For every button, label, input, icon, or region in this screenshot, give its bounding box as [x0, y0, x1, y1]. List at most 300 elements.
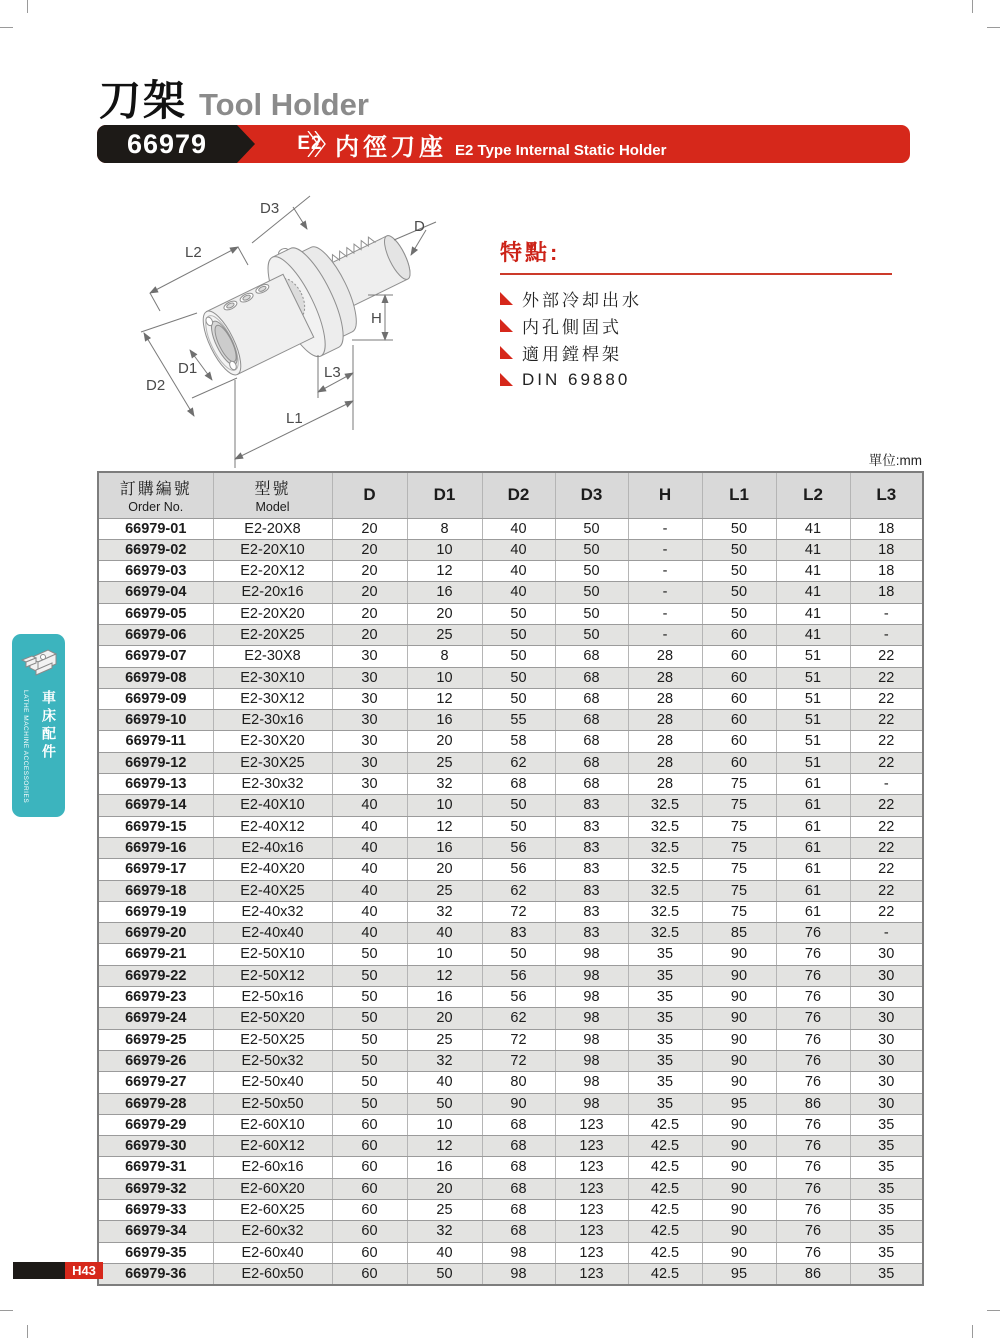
banner-title-zh: 内徑刀座	[335, 133, 447, 161]
dim-cell: 90	[702, 1114, 776, 1135]
badge-chevron-tip	[237, 125, 255, 163]
table-row	[98, 1178, 923, 1199]
dim-cell: 90	[702, 987, 776, 1008]
dim-cell: 76	[776, 1114, 850, 1135]
dim-cell: 98	[482, 1242, 555, 1263]
dim-cell: 50	[702, 603, 776, 624]
model-cell: E2-30X20	[213, 731, 332, 752]
dim-cell: 12	[407, 561, 482, 582]
dim-cell: 50	[407, 1093, 482, 1114]
order-no-cell: 66979-33	[98, 1200, 213, 1221]
dim-cell: 20	[332, 561, 407, 582]
model-cell: E2-40X12	[213, 816, 332, 837]
order-no-cell: 66979-36	[98, 1263, 213, 1285]
dim-cell: 98	[555, 1093, 628, 1114]
dim-cell: -	[628, 561, 702, 582]
table-row	[98, 901, 923, 922]
dim-cell: 22	[850, 901, 923, 922]
dim-cell: 20	[407, 731, 482, 752]
dim-cell: 42.5	[628, 1136, 702, 1157]
dim-cell: 75	[702, 859, 776, 880]
model-cell: E2-40x40	[213, 923, 332, 944]
dim-cell: 12	[407, 1136, 482, 1157]
dim-cell: 68	[482, 1114, 555, 1135]
feature-item	[500, 339, 892, 366]
model-cell: E2-30x32	[213, 774, 332, 795]
dim-cell: -	[850, 624, 923, 645]
dim-cell: 68	[555, 752, 628, 773]
header-dim-d: D	[332, 472, 407, 518]
dim-cell: 50	[555, 624, 628, 645]
header-model-en: Model	[255, 500, 290, 515]
dim-cell: 76	[776, 965, 850, 986]
crop-mark	[972, 1325, 973, 1338]
page-number-badge: H43	[65, 1262, 103, 1279]
order-no-cell: 66979-32	[98, 1178, 213, 1199]
dim-cell: 30	[850, 1029, 923, 1050]
dim-cell: 50	[332, 965, 407, 986]
dim-cell: 20	[407, 603, 482, 624]
model-cell: E2-40X25	[213, 880, 332, 901]
dim-cell: 60	[702, 667, 776, 688]
dim-cell: 20	[332, 582, 407, 603]
dim-cell: 83	[555, 795, 628, 816]
dim-cell: 32	[407, 901, 482, 922]
dim-cell: 10	[407, 539, 482, 560]
header-order-no-zh: 訂購編號	[119, 481, 192, 499]
dim-cell: 60	[332, 1157, 407, 1178]
dim-cell: 32	[407, 1050, 482, 1071]
dim-cell: -	[628, 582, 702, 603]
dim-cell: 20	[332, 518, 407, 539]
dim-cell: 50	[332, 1072, 407, 1093]
dim-cell: 51	[776, 688, 850, 709]
model-cell: E2-50x16	[213, 987, 332, 1008]
dim-cell: 30	[850, 1008, 923, 1029]
table-row	[98, 1200, 923, 1221]
table-row	[98, 1242, 923, 1263]
dim-cell: 30	[332, 752, 407, 773]
dim-cell: 60	[332, 1200, 407, 1221]
dim-cell: 35	[850, 1157, 923, 1178]
header-dim-d1: D1	[407, 472, 482, 518]
dim-cell: 10	[407, 667, 482, 688]
order-no-cell: 66979-06	[98, 624, 213, 645]
dim-cell: 123	[555, 1263, 628, 1285]
dim-cell: 50	[555, 582, 628, 603]
order-no-cell: 66979-28	[98, 1093, 213, 1114]
dim-cell: 25	[407, 1029, 482, 1050]
dim-cell: 76	[776, 923, 850, 944]
dim-label-d2: D2	[146, 377, 166, 394]
dim-cell: 50	[332, 1050, 407, 1071]
banner-title-en: E2 Type Internal Static Holder	[455, 141, 667, 159]
dim-cell: 60	[702, 646, 776, 667]
dim-cell: 16	[407, 710, 482, 731]
table-row	[98, 1221, 923, 1242]
dim-cell: 40	[332, 795, 407, 816]
dim-cell: 40	[332, 859, 407, 880]
model-cell: E2-50X10	[213, 944, 332, 965]
dim-cell: 50	[407, 1263, 482, 1285]
dim-cell: 75	[702, 880, 776, 901]
dim-cell: 8	[407, 518, 482, 539]
dim-cell: 50	[482, 624, 555, 645]
dim-cell: 41	[776, 624, 850, 645]
dim-cell: 76	[776, 1178, 850, 1199]
order-no-cell: 66979-34	[98, 1221, 213, 1242]
dim-cell: 51	[776, 752, 850, 773]
dim-cell: 60	[702, 688, 776, 709]
dim-cell: 76	[776, 1221, 850, 1242]
dim-cell: 83	[555, 859, 628, 880]
dim-cell: 50	[482, 603, 555, 624]
dim-cell: 75	[702, 816, 776, 837]
dim-cell: 90	[702, 1157, 776, 1178]
model-cell: E2-20X12	[213, 561, 332, 582]
dim-cell: 75	[702, 837, 776, 858]
header-model	[213, 472, 332, 518]
order-no-cell: 66979-01	[98, 518, 213, 539]
model-cell: E2-20X25	[213, 624, 332, 645]
dim-cell: 30	[332, 710, 407, 731]
dim-cell: 123	[555, 1242, 628, 1263]
dim-cell: 35	[850, 1200, 923, 1221]
dim-cell: 50	[332, 944, 407, 965]
dim-cell: 32	[407, 1221, 482, 1242]
dim-cell: 95	[702, 1263, 776, 1285]
crop-mark	[27, 0, 28, 13]
dim-cell: 60	[702, 624, 776, 645]
dim-cell: 40	[407, 1072, 482, 1093]
dim-cell: 56	[482, 965, 555, 986]
dim-cell: 32.5	[628, 901, 702, 922]
dim-cell: 40	[332, 816, 407, 837]
dim-cell: 22	[850, 646, 923, 667]
dim-cell: 42.5	[628, 1178, 702, 1199]
dim-cell: 98	[555, 1008, 628, 1029]
order-no-cell: 66979-09	[98, 688, 213, 709]
model-cell: E2-20x16	[213, 582, 332, 603]
dim-cell: 25	[407, 624, 482, 645]
table-row	[98, 1050, 923, 1071]
crop-mark	[0, 1310, 13, 1311]
dim-cell: 40	[407, 923, 482, 944]
dim-cell: 50	[702, 518, 776, 539]
model-cell: E2-40x16	[213, 837, 332, 858]
dim-cell: 68	[555, 646, 628, 667]
order-no-cell: 66979-35	[98, 1242, 213, 1263]
dim-cell: 32.5	[628, 923, 702, 944]
order-no-cell: 66979-14	[98, 795, 213, 816]
dim-cell: 30	[332, 774, 407, 795]
order-no-cell: 66979-13	[98, 774, 213, 795]
dim-cell: 50	[555, 561, 628, 582]
dim-cell: 123	[555, 1178, 628, 1199]
dim-cell: 98	[555, 1029, 628, 1050]
dim-cell: 22	[850, 667, 923, 688]
dim-cell: 50	[482, 688, 555, 709]
dim-cell: 76	[776, 987, 850, 1008]
dim-cell: 32.5	[628, 837, 702, 858]
dim-cell: 22	[850, 688, 923, 709]
dim-cell: 50	[332, 987, 407, 1008]
dim-cell: 42.5	[628, 1200, 702, 1221]
dim-label-d: D	[414, 218, 425, 235]
features-heading: 特點:	[500, 236, 892, 275]
page-title-zh: 刀架	[99, 77, 188, 124]
model-cell: E2-50x50	[213, 1093, 332, 1114]
tool-holder-diagram	[100, 185, 480, 475]
dim-cell: 51	[776, 731, 850, 752]
table-row	[98, 582, 923, 603]
dim-cell: 32.5	[628, 859, 702, 880]
dim-cell: -	[628, 624, 702, 645]
side-tab-en: LATHE MACHINE ACCESSORIES	[22, 690, 29, 804]
table-header-row	[98, 472, 923, 518]
dim-cell: 42.5	[628, 1242, 702, 1263]
dim-cell: 85	[702, 923, 776, 944]
dim-cell: -	[628, 603, 702, 624]
model-cell: E2-50X12	[213, 965, 332, 986]
dim-cell: 28	[628, 731, 702, 752]
order-no-cell: 66979-30	[98, 1136, 213, 1157]
dim-cell: 30	[850, 987, 923, 1008]
dim-cell: 25	[407, 880, 482, 901]
dim-cell: 98	[555, 1050, 628, 1071]
dim-cell: 76	[776, 1157, 850, 1178]
dim-cell: 98	[555, 987, 628, 1008]
dim-cell: 50	[702, 582, 776, 603]
order-no-cell: 66979-29	[98, 1114, 213, 1135]
dim-label-h: H	[371, 310, 382, 327]
dim-cell: 56	[482, 859, 555, 880]
table-row	[98, 688, 923, 709]
dim-cell: 51	[776, 667, 850, 688]
model-cell: E2-60x16	[213, 1157, 332, 1178]
model-cell: E2-20X20	[213, 603, 332, 624]
dim-cell: 98	[555, 1072, 628, 1093]
order-no-cell: 66979-02	[98, 539, 213, 560]
dim-cell: 76	[776, 1029, 850, 1050]
model-cell: E2-30x16	[213, 710, 332, 731]
model-cell: E2-60X20	[213, 1178, 332, 1199]
dim-cell: 28	[628, 667, 702, 688]
dim-cell: 40	[332, 923, 407, 944]
dim-cell: 50	[482, 944, 555, 965]
table-row	[98, 987, 923, 1008]
dim-cell: 28	[628, 646, 702, 667]
dim-cell: 30	[850, 1050, 923, 1071]
dim-cell: 76	[776, 1200, 850, 1221]
dim-cell: 30	[332, 731, 407, 752]
table-row	[98, 965, 923, 986]
table-row	[98, 944, 923, 965]
table-row	[98, 1263, 923, 1285]
dim-cell: 41	[776, 582, 850, 603]
model-cell: E2-50x40	[213, 1072, 332, 1093]
dim-cell: 30	[332, 667, 407, 688]
dim-cell: 83	[482, 923, 555, 944]
dim-cell: 68	[555, 774, 628, 795]
dim-cell: 10	[407, 944, 482, 965]
dim-cell: 61	[776, 901, 850, 922]
dim-cell: 35	[628, 1050, 702, 1071]
spec-table	[97, 471, 924, 1286]
dim-cell: 32.5	[628, 795, 702, 816]
dim-cell: 76	[776, 1050, 850, 1071]
dim-cell: 25	[407, 1200, 482, 1221]
tool-holder-mini-icon	[18, 642, 60, 682]
dim-cell: 55	[482, 710, 555, 731]
footer-bar	[13, 1262, 65, 1279]
dim-cell: 25	[407, 752, 482, 773]
dim-cell: 75	[702, 901, 776, 922]
dim-cell: 35	[628, 1029, 702, 1050]
dim-cell: 60	[332, 1114, 407, 1135]
dim-cell: 61	[776, 774, 850, 795]
dim-label-l2: L2	[185, 244, 202, 261]
dim-cell: 68	[555, 731, 628, 752]
header-dim-d3: D3	[555, 472, 628, 518]
order-no-cell: 66979-16	[98, 837, 213, 858]
dim-cell: 40	[332, 901, 407, 922]
dim-cell: 90	[702, 1178, 776, 1199]
dim-cell: 61	[776, 837, 850, 858]
dim-cell: 50	[332, 1029, 407, 1050]
dim-cell: 40	[482, 518, 555, 539]
page-title	[99, 68, 369, 128]
table-row	[98, 816, 923, 837]
header-dim-l2: L2	[776, 472, 850, 518]
dim-cell: 35	[850, 1221, 923, 1242]
dim-cell: 50	[332, 1093, 407, 1114]
table-row	[98, 1136, 923, 1157]
dim-cell: 35	[628, 1093, 702, 1114]
dim-cell: 90	[702, 1029, 776, 1050]
dim-cell: 20	[332, 624, 407, 645]
dim-cell: 12	[407, 965, 482, 986]
dim-cell: -	[850, 774, 923, 795]
unit-note: 單位:mm	[868, 453, 922, 468]
order-no-cell: 66979-20	[98, 923, 213, 944]
dim-cell: 40	[482, 582, 555, 603]
crop-mark	[27, 1325, 28, 1338]
dim-cell: 62	[482, 1008, 555, 1029]
dim-cell: 16	[407, 1157, 482, 1178]
feature-item	[500, 312, 892, 339]
dim-cell: 123	[555, 1114, 628, 1135]
crop-mark	[987, 27, 1000, 28]
dim-cell: 90	[482, 1093, 555, 1114]
table-row	[98, 1114, 923, 1135]
product-banner	[97, 125, 910, 163]
dim-cell: 22	[850, 710, 923, 731]
dim-cell: 32.5	[628, 816, 702, 837]
dim-cell: 32.5	[628, 880, 702, 901]
dim-cell: 83	[555, 880, 628, 901]
order-no-cell: 66979-24	[98, 1008, 213, 1029]
dim-cell: 60	[702, 752, 776, 773]
model-cell: E2-30X25	[213, 752, 332, 773]
dim-cell: 30	[332, 688, 407, 709]
model-cell: E2-20X8	[213, 518, 332, 539]
dim-cell: 42.5	[628, 1114, 702, 1135]
triangle-bullet-icon	[500, 346, 513, 359]
dim-cell: 42.5	[628, 1157, 702, 1178]
model-cell: E2-40X10	[213, 795, 332, 816]
table-row	[98, 1093, 923, 1114]
dim-cell: 50	[555, 518, 628, 539]
dim-cell: 90	[702, 1221, 776, 1242]
table-row	[98, 774, 923, 795]
dim-cell: 51	[776, 710, 850, 731]
header-order-no-en: Order No.	[128, 500, 184, 515]
dim-cell: 58	[482, 731, 555, 752]
order-no-cell: 66979-04	[98, 582, 213, 603]
dim-cell: 83	[555, 837, 628, 858]
order-no-cell: 66979-27	[98, 1072, 213, 1093]
dim-cell: 22	[850, 837, 923, 858]
dim-cell: 35	[850, 1242, 923, 1263]
header-dim-l3: L3	[850, 472, 923, 518]
dim-cell: 30	[850, 944, 923, 965]
header-model-zh: 型號	[254, 481, 291, 499]
dim-cell: 68	[555, 688, 628, 709]
dim-cell: 90	[702, 965, 776, 986]
table-row	[98, 710, 923, 731]
dim-cell: 75	[702, 774, 776, 795]
dim-cell: -	[850, 603, 923, 624]
order-no-cell: 66979-08	[98, 667, 213, 688]
table-row	[98, 1008, 923, 1029]
dim-cell: 10	[407, 1114, 482, 1135]
dim-cell: 76	[776, 1072, 850, 1093]
order-no-cell: 66979-22	[98, 965, 213, 986]
dim-cell: 50	[555, 603, 628, 624]
dim-cell: 90	[702, 1200, 776, 1221]
dim-cell: 35	[850, 1136, 923, 1157]
dim-cell: 40	[332, 880, 407, 901]
dim-cell: 72	[482, 1029, 555, 1050]
dim-cell: 60	[332, 1136, 407, 1157]
dim-cell: 68	[482, 774, 555, 795]
dim-cell: 68	[482, 1221, 555, 1242]
dim-cell: 56	[482, 837, 555, 858]
dim-cell: 28	[628, 752, 702, 773]
order-no-cell: 66979-07	[98, 646, 213, 667]
dim-cell: 22	[850, 752, 923, 773]
order-no-cell: 66979-21	[98, 944, 213, 965]
table-row	[98, 752, 923, 773]
dim-cell: 60	[332, 1263, 407, 1285]
model-cell: E2-60x40	[213, 1242, 332, 1263]
dim-cell: -	[628, 518, 702, 539]
feature-text: 外部冷却出水	[522, 291, 642, 310]
model-cell: E2-40x32	[213, 901, 332, 922]
dim-cell: 123	[555, 1136, 628, 1157]
dim-cell: 18	[850, 561, 923, 582]
dim-cell: 28	[628, 688, 702, 709]
model-cell: E2-40X20	[213, 859, 332, 880]
dim-cell: 123	[555, 1157, 628, 1178]
chevron-separator-icon	[305, 131, 327, 157]
model-cell: E2-30X10	[213, 667, 332, 688]
feature-text: DIN 69880	[522, 369, 631, 389]
dim-cell: 98	[482, 1263, 555, 1285]
table-row	[98, 1029, 923, 1050]
dim-cell: 76	[776, 1242, 850, 1263]
